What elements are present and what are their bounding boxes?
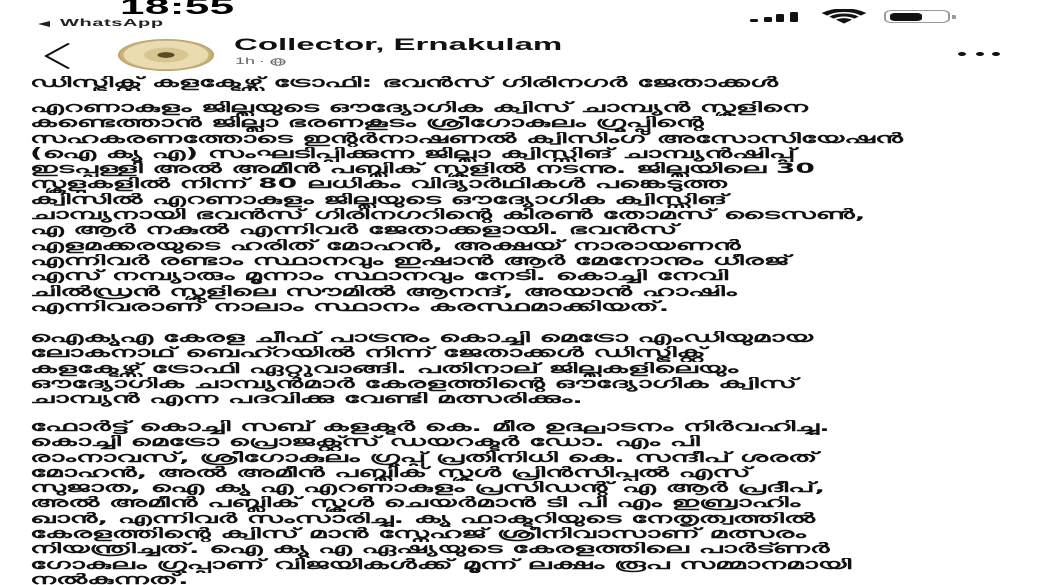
post-text-line: (ഐ ക്യു എ) സംഘടിപ്പിക്കുന്ന ജില്ലാ ക്വിസ്സിങ് ചാമ്പ്യൻഷിപ്പ്: [30, 146, 796, 162]
post-text-line: ഫോർട്ട് കൊച്ചി സബ് കളക്ടർ കെ. മീര ഉദ്ഘാടനം നിർവഹിച്ചു.: [30, 420, 830, 435]
post-text-line: എറണാകുളം ജില്ലയുടെ ഔദ്യോഗിക ക്വിസ് ചാമ്പ്യൻ സ്കൂളിനെ: [30, 101, 808, 116]
post-text-line: എന്നിവർ രണ്ടാം സ്ഥാനവും ഇഷാൻ ആർ മേനോനും ധീരജ്: [30, 253, 790, 269]
post-text-line: കണ്ടെത്താൻ ജില്ലാ ഭരണകൂടം ശ്രീഗോകുലം ഗ്രൂപ്പിന്റെ: [30, 116, 704, 132]
post-text-line: സഹകരണത്തോടെ ഇന്റർനാഷണൽ ക്വിസിംഗ് അസോസിയേഷൻ: [30, 131, 903, 147]
post-text-line: രാംനാവസ്, ശ്രീഗോകുലം ഗ്രൂപ്പ് പ്രതിനിധി കെ. സന്ദീപ് ശരത്: [30, 450, 818, 466]
post-text-line: എളമക്കരയുടെ ഹരിത് മോഹൻ, അക്ഷയ് നാരായണൻ: [30, 238, 741, 254]
post-text-line: ഖാൻ, എന്നിവർ സംസാരിച്ചു. ക്യു ഫാക്ടറിയുടെ നേതൃത്വത്തിൽ: [30, 511, 816, 527]
post-text-line: കൊച്ചി മെട്രോ പ്രൊജക്റ്റ്സ് ഡയറക്ടർ ഡോ. എം പി: [30, 435, 700, 451]
post-text-line: കേരളത്തിന്റെ ക്വിസ് മാൻ സ്നേഹജ് ശ്രീനിവാസാണ് മത്സരം: [30, 527, 806, 543]
post-paragraph: [30, 420, 1000, 585]
post-text-line: എ ആർ നകുൽ എന്നിവർ ജേതാക്കളായി. ഭവൻസ്: [30, 223, 678, 239]
post-text-line: കളക്ടേഴ്സ് ട്രോഫി ഏറ്റുവാങ്ങി. പതിനാല് ജില്ലകളിലെയും: [30, 361, 739, 377]
battery-tip: [952, 15, 956, 20]
battery-fill: [889, 13, 923, 21]
back-to-app-link[interactable]: [38, 18, 164, 30]
post-text-line: ചാമ്പ്യനായി ഭവൻസ് ഗിരിനഗറിന്റെ കിരൺ തോമസ് ടൈസൺ,: [30, 208, 866, 224]
post-text-line: സുജാത, ഐ ക്യു എ എറണാകുളം പ്രസിഡന്റ് എ ആർ പ്രദീപ്,: [30, 481, 826, 497]
page-name[interactable]: Collector, Ernakulam: [234, 36, 563, 54]
post-text-line: എസ് നമ്പ്യാരും മൂന്നാം സ്ഥാനവും നേടി. കൊച്ചി നേവി: [30, 269, 729, 285]
post-paragraph: [30, 331, 1000, 407]
post-text-line: നിയന്ത്രിച്ചത്. ഐ ക്യു എ ഏഷ്യയുടെ കേരളത്തിലെ പാർട്ണർ: [30, 542, 830, 558]
post-text-line: ലോകനാഥ് ബെഹ്റയിൽ നിന്ന് ജേതാക്കൾ ഡിസ്ട്രിക്റ്റ്: [30, 346, 706, 362]
post-text-line: നൽകുന്നത്.: [30, 572, 189, 585]
post-meta: [235, 56, 285, 67]
chevron-left-icon[interactable]: [40, 42, 72, 70]
post-text-line: അൽ അമീൻ പബ്ലിക് സ്കൂൾ ചെയർമാൻ ടി പി എം ഇബ്രാഹിം: [30, 496, 801, 512]
post-text-line: മോഹൻ, അൽ അമീൻ പബ്ലിക് സ്കൂൾ പ്രിൻസിപ്പൽ എസ്: [30, 465, 751, 481]
post-text-line: ഔദ്യോഗിക ചാമ്പ്യൻമാർ കേരളത്തിന്റെ ഔദ്യോഗിക ക്വിസ്: [30, 376, 797, 392]
more-horizontal-icon[interactable]: [958, 52, 1000, 56]
wifi-icon: [820, 9, 868, 24]
post-text-line: ഗോകുലം ഗ്രൂപ്പാണ് വിജയികൾക്ക് മൂന്ന് ലക്ഷം രൂപ സമ്മാനമായി: [30, 557, 852, 573]
post-text-line: ഇടപ്പള്ളി അൽ അമീൻ പബ്ലിക് സ്കൂളിൽ നടന്നു. ജില്ലയിലെ 30: [30, 162, 815, 178]
post-text-line: ക്വിസിൽ എറണാകുളം ജില്ലയുടെ ഔദ്യോഗിക ക്വിസ്സിങ്: [30, 192, 728, 208]
cellular-signal-icon: [750, 11, 798, 22]
post-text-line: എന്നിവരാണ് നാലാം സ്ഥാനം കരസ്ഥമാക്കിയത്.: [30, 299, 670, 315]
status-bar-time: 18:55: [120, 0, 235, 19]
post-text-line: ഐക്യുഎ കേരള ചീഫ് പാട്രനും കൊച്ചി മെട്രോ എംഡിയുമായ: [30, 331, 814, 346]
post-text-line: ചിൽഡ്രൻ സ്കൂളിലെ സൗമിൽ ആനന്ദ്, അയാൻ ഹാഷിം: [30, 284, 737, 300]
back-to-app-label: WhatsApp: [60, 18, 164, 29]
post-text-line: സ്കൂളുകളിൽ നിന്ന് 80 ലധികം വിദ്യാർഥികൾ പങ്കെടുത്ത: [30, 177, 727, 193]
back-triangle-icon: [38, 21, 50, 27]
globe-icon: [269, 58, 285, 66]
post-time[interactable]: 1h: [235, 56, 256, 66]
avatar[interactable]: [118, 39, 214, 71]
post-paragraph: [30, 101, 1000, 315]
battery-icon: [884, 10, 950, 23]
post-text-line: ചാമ്പ്യൻ എന്ന പദവിക്കു വേണ്ടി മത്സരിക്കും.: [30, 392, 583, 408]
meta-separator: ·: [259, 56, 266, 66]
post-title: ഡിസ്ട്രിക്റ്റ് കളക്ടേഴ്സ് ട്രോഫി: ഭവൻസ് ഗിരിനഗർ ജേതാക്കൾ: [30, 76, 778, 91]
